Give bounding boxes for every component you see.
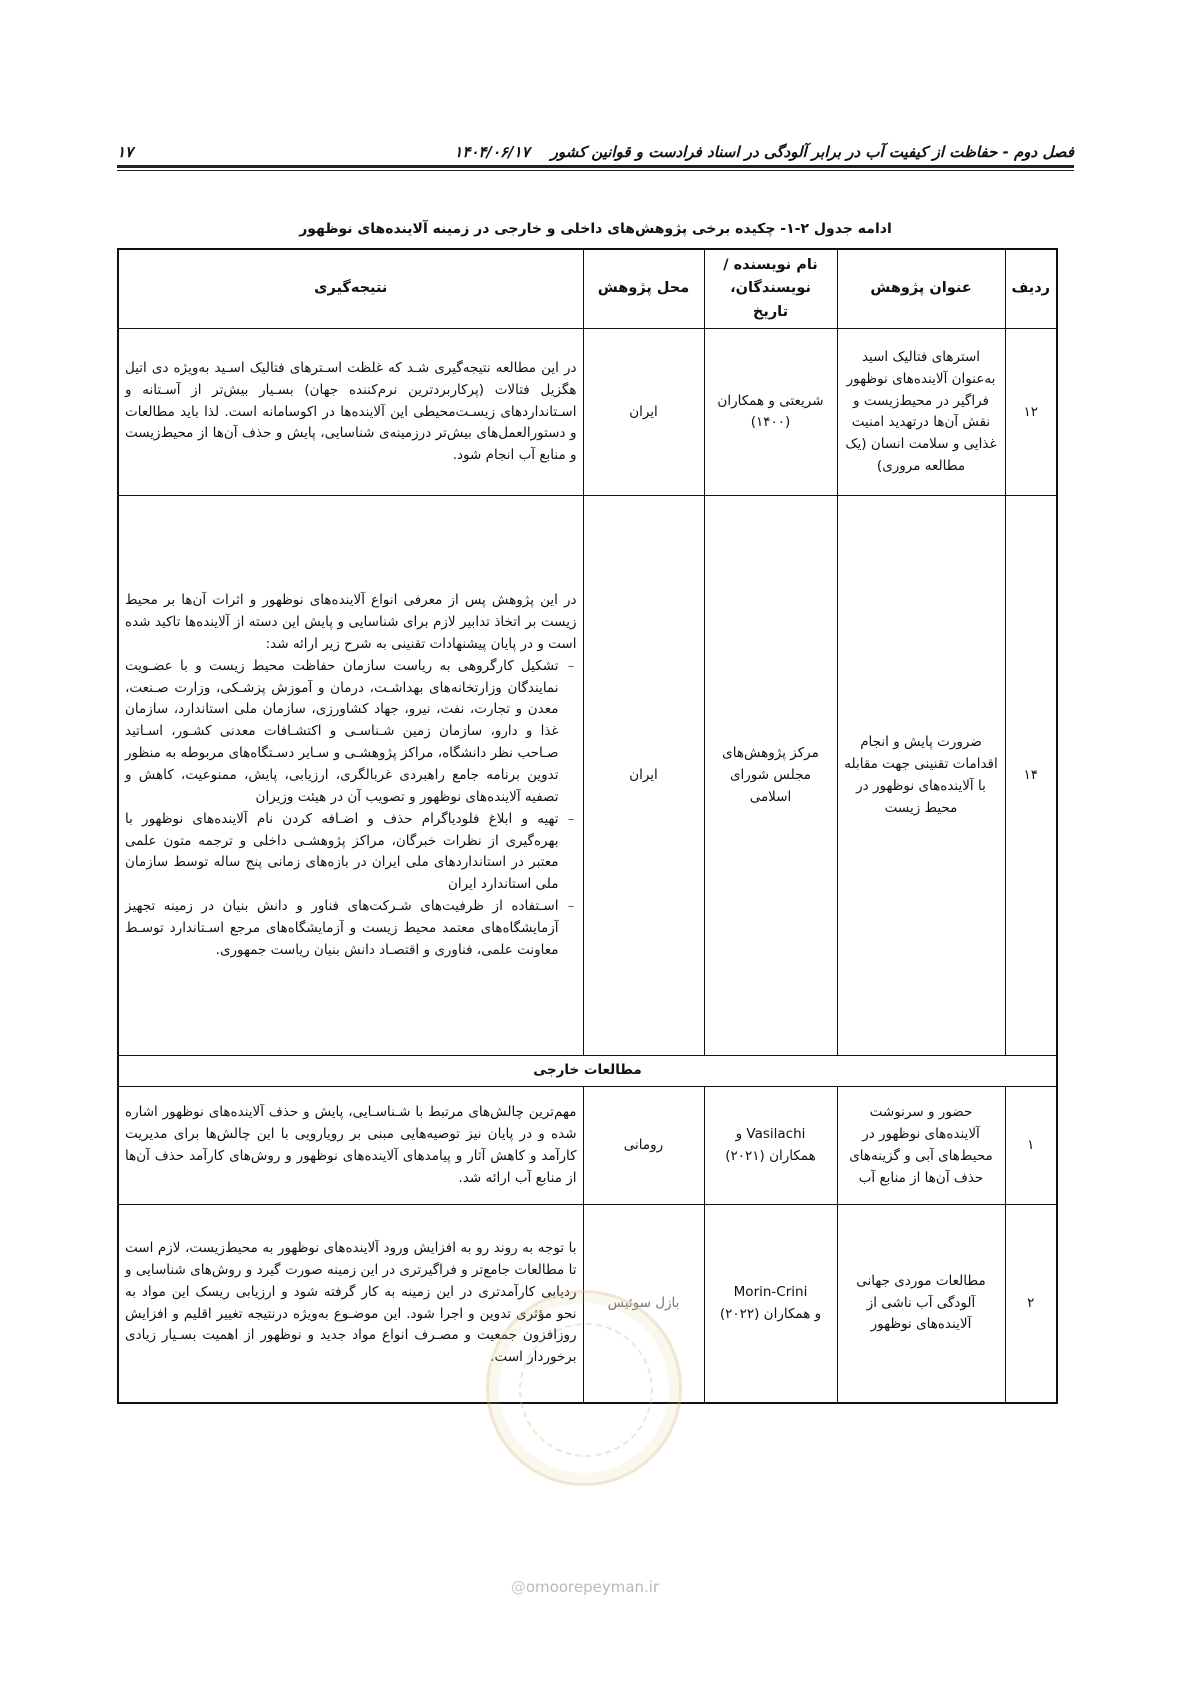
- header-title: عنوان پژوهش: [837, 249, 1005, 329]
- row-number: ۱: [1005, 1087, 1057, 1205]
- research-place: بازل سوئیس: [583, 1205, 704, 1403]
- watermark-seal-inner: [519, 1323, 653, 1457]
- watermark-url: [470, 1578, 700, 1596]
- watermark-url-text: omoorepeyman.ir: [525, 1578, 660, 1596]
- research-result: در این مطالعه نتیجه‌گیری شـد که غلظت اسـترهای فتالیک اسـید به‌ویژه دی اتیل هگزیل فتالات (پرکاربردترین نرم‌کننده جهان) بسـیار بیش‌تر از آسـتانه و اسـتانداردهای زیسـت‌محیطی این آلاینده‌ها در اکوسامانه است. لذا باید مطالعات و دستورالعمل‌های بیش‌تر درزمینه‌ی شناسایی، پایش و حذف آن‌ها از محیط‌زیست و منابع آب انجام شود.: [118, 329, 583, 496]
- table-header-row: [118, 249, 1057, 329]
- row-number: ۲: [1005, 1205, 1057, 1403]
- list-item: – تشکیل کارگروهی به ریاست سازمان حفاظت محیط زیست و با عضـویت نمایندگان وزارتخانه‌های بهداشـت، درمان و آموزش پزشـکی، وزارت صـنعت، معدن و تجارت، نفت، نیرو، جهاد کشاورزی، سازمان ملی استاندارد، سازمان غذا و دارو، سازمان زمین شـناسـی و اکتشـافات معدنی کشـور، اسـاتید صـاحب نظر دانشگاه، مراکز پژوهشـی و سـایر دسـتگاه‌های مربوطه به منظور تدوین برنامه جامع راهبردی غربالگری، ارزیابی، پایش، ممنوعیت، کاهش و تصفیه آلاینده‌های نوظهور و تصویب آن در هیئت وزیران: [125, 656, 559, 809]
- page-header: [117, 133, 1074, 161]
- header-date: ۱۴۰۴/۰۶/۱۷: [454, 143, 530, 161]
- header-place: محل پژوهش: [583, 249, 704, 329]
- research-place: ایران: [583, 496, 704, 1056]
- row-number: ۱۴: [1005, 496, 1057, 1056]
- list-item: – تهیه و ابلاغ فلودیاگرام حذف و اضـافه کردن نام آلاینده‌های نوظهور با بهره‌گیری از نظرات خبرگان، مراکز پژوهشـی داخلی و ترجمه متون علمی معتبر در استانداردهای ملی ایران در بازه‌های زمانی پنج ساله توسط سازمان ملی استاندارد ایران: [125, 809, 559, 896]
- header-divider: [117, 165, 1074, 171]
- table-row: [118, 496, 1057, 1056]
- research-title: استرهای فتالیک اسید به‌عنوان آلاینده‌های نوظهور فراگیر در محیط‌زیست و نقش آن‌ها درتهدید امنیت غذایی و سلامت انسان (یک مطالعه مروری): [837, 329, 1005, 496]
- header-row-number: ردیف: [1005, 249, 1057, 329]
- author-rest: و همکاران (۲۰۲۱): [725, 1125, 816, 1164]
- header-result: نتیجه‌گیری: [118, 249, 583, 329]
- author-rest: و همکاران (۲۰۲۲): [719, 1305, 822, 1322]
- research-place: ایران: [583, 329, 704, 496]
- research-place: رومانی: [583, 1087, 704, 1205]
- research-author: [704, 1087, 837, 1205]
- research-author: مرکز پژوهش‌های مجلس شورای اسلامی: [704, 496, 837, 1056]
- research-title: مطالعات موردی جهانی آلودگی آب ناشی از آلاینده‌های نوظهور: [837, 1205, 1005, 1403]
- research-author: شریعتی و همکاران (۱۴۰۰): [704, 329, 837, 496]
- research-author: [704, 1205, 837, 1403]
- row-number: ۱۲: [1005, 329, 1057, 496]
- author-latin: Morin-Crini: [733, 1283, 808, 1300]
- table-caption: ادامه جدول ۲-۱- چکیده برخی پژوهش‌های داخلی و خارجی در زمینه آلاینده‌های نوظهور: [299, 221, 892, 237]
- research-title: حضور و سرنوشت آلاینده‌های نوظهور در محیط‌های آبی و گزینه‌های حذف آن‌ها از منابع آب: [837, 1087, 1005, 1205]
- list-item: – اسـتفاده از ظرفیت‌های شـرکت‌های فناور و دانش بنیان در زمینه تجهیز آزمایشگاه‌های معتمد محیط زیست و آزمایشگاه‌های مرجع اسـتاندارد توسـط معاونت علمی، فناوری و اقتصـاد دانش بنیان ریاست جمهوری.: [125, 896, 559, 962]
- section-row: [118, 1056, 1057, 1087]
- section-foreign-studies: مطالعات خارجی: [118, 1056, 1057, 1087]
- result-list: [125, 656, 577, 962]
- research-title: ضرورت پایش و انجام اقدامات تقنینی جهت مقابله با آلاینده‌های نوظهور در محیط زیست: [837, 496, 1005, 1056]
- table-row: [118, 329, 1057, 496]
- header-author: نام نویسنده / نویسندگان، تاریخ: [704, 249, 837, 329]
- header-title-group: [454, 143, 1074, 161]
- header-title: فصل دوم - حفاظت از کیفیت آب در برابر آلودگی در اسناد فرادست و قوانین کشور: [550, 143, 1074, 161]
- research-table: [117, 248, 1058, 1404]
- table-row: [118, 1087, 1057, 1205]
- research-result: [118, 496, 583, 1056]
- author-latin: Vasilachi: [746, 1125, 806, 1142]
- research-result: با توجه به روند رو به افزایش ورود آلاینده‌های نوظهور به محیط‌زیست، لازم است تا مطالعات جامع‌تر و فراگیرتری در این زمینه صورت گیرد و روش‌های شناسایی و ردیابی کارآمدتری در این زمینه به کار گرفته شود و ارزیابی ریسک این مواد به نحو مؤثری تدوین و اجرا شود. این موضـوع به‌ویژه درنتیجه تغییر اقلیم و افزایش روزافزون جمعیت و مصـرف انواع مواد جدید و نوظهور از اهمیت بسـیار زیادی برخوردار است.: [118, 1205, 583, 1403]
- page-number: ۱۷: [117, 143, 134, 161]
- research-result: مهم‌ترین چالش‌های مرتبط با شـناسـایی، پایش و حذف آلاینده‌های نوظهور اشاره شده و در پایان نیز توصیه‌هایی مبنی بر رویارویی با این چالش‌ها برای مدیریت کارآمد و کاهش آثار و پیامدهای آلاینده‌های نوظهور و روش‌های کارآمد حذف آن‌ها از منابع آب ارائه شد.: [118, 1087, 583, 1205]
- watermark-seal: [486, 1290, 682, 1486]
- result-intro: در این پژوهش پس از معرفی انواع آلاینده‌های نوظهور و اثرات آن‌ها بر محیط زیست بر اتخاذ تدابیر لازم برای شناسایی و پایش این دسته از آلاینده‌ها تاکید شده است و در پایان پیشنهادات تقنینی به شرح زیر ارائه شد:: [125, 592, 577, 652]
- at-icon: @: [510, 1578, 526, 1596]
